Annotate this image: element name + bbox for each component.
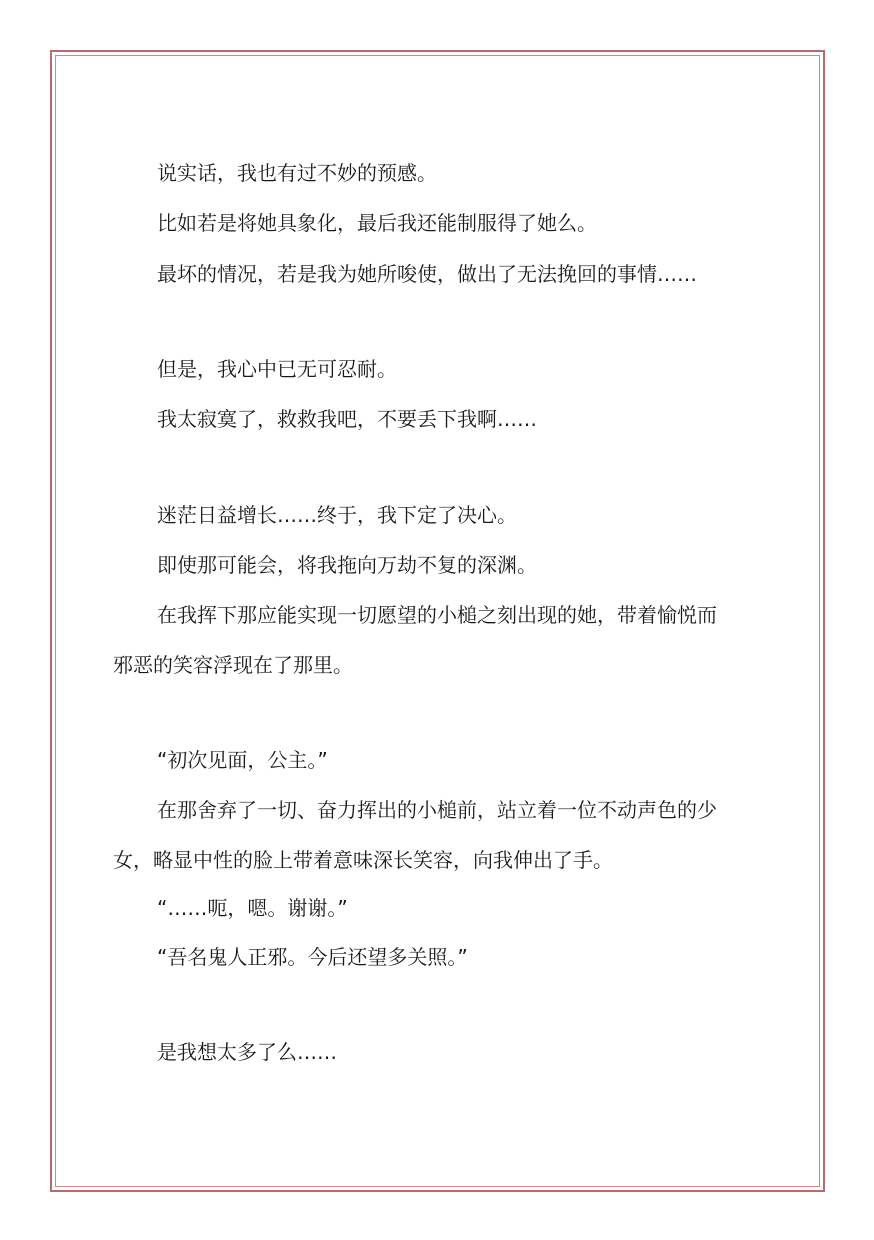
text-line: 邪恶的笑容浮现在了那里。 (113, 653, 353, 677)
text-line: 比如若是将她具象化，最后我还能制服得了她么。 (157, 211, 597, 235)
text-line: 最坏的情况，若是我为她所唆使，做出了无法挽回的事情…… (157, 262, 697, 286)
text-line: 我太寂寞了，救救我吧，不要丢下我啊…… (157, 407, 537, 431)
text-line: “……呃，嗯。谢谢。” (157, 896, 348, 920)
text-line: 迷茫日益增长……终于，我下定了决心。 (157, 503, 517, 527)
text-line: 女，略显中性的脸上带着意味深长笑容，向我伸出了手。 (113, 848, 613, 872)
text-line: 是我想太多了么…… (157, 1040, 337, 1064)
text-line: 即使那可能会，将我拖向万劫不复的深渊。 (157, 553, 537, 577)
text-line: “吾名鬼人正邪。今后还望多关照。” (157, 945, 468, 969)
text-line: “初次见面，公主。” (157, 748, 328, 772)
text-line: 在我挥下那应能实现一切愿望的小槌之刻出现的她，带着愉悦而 (157, 603, 717, 627)
text-line: 说实话，我也有过不妙的预感。 (157, 161, 437, 185)
text-line: 在那舍弃了一切、奋力挥出的小槌前，站立着一位不动声色的少 (157, 798, 717, 822)
text-line: 但是，我心中已无可忍耐。 (157, 357, 397, 381)
